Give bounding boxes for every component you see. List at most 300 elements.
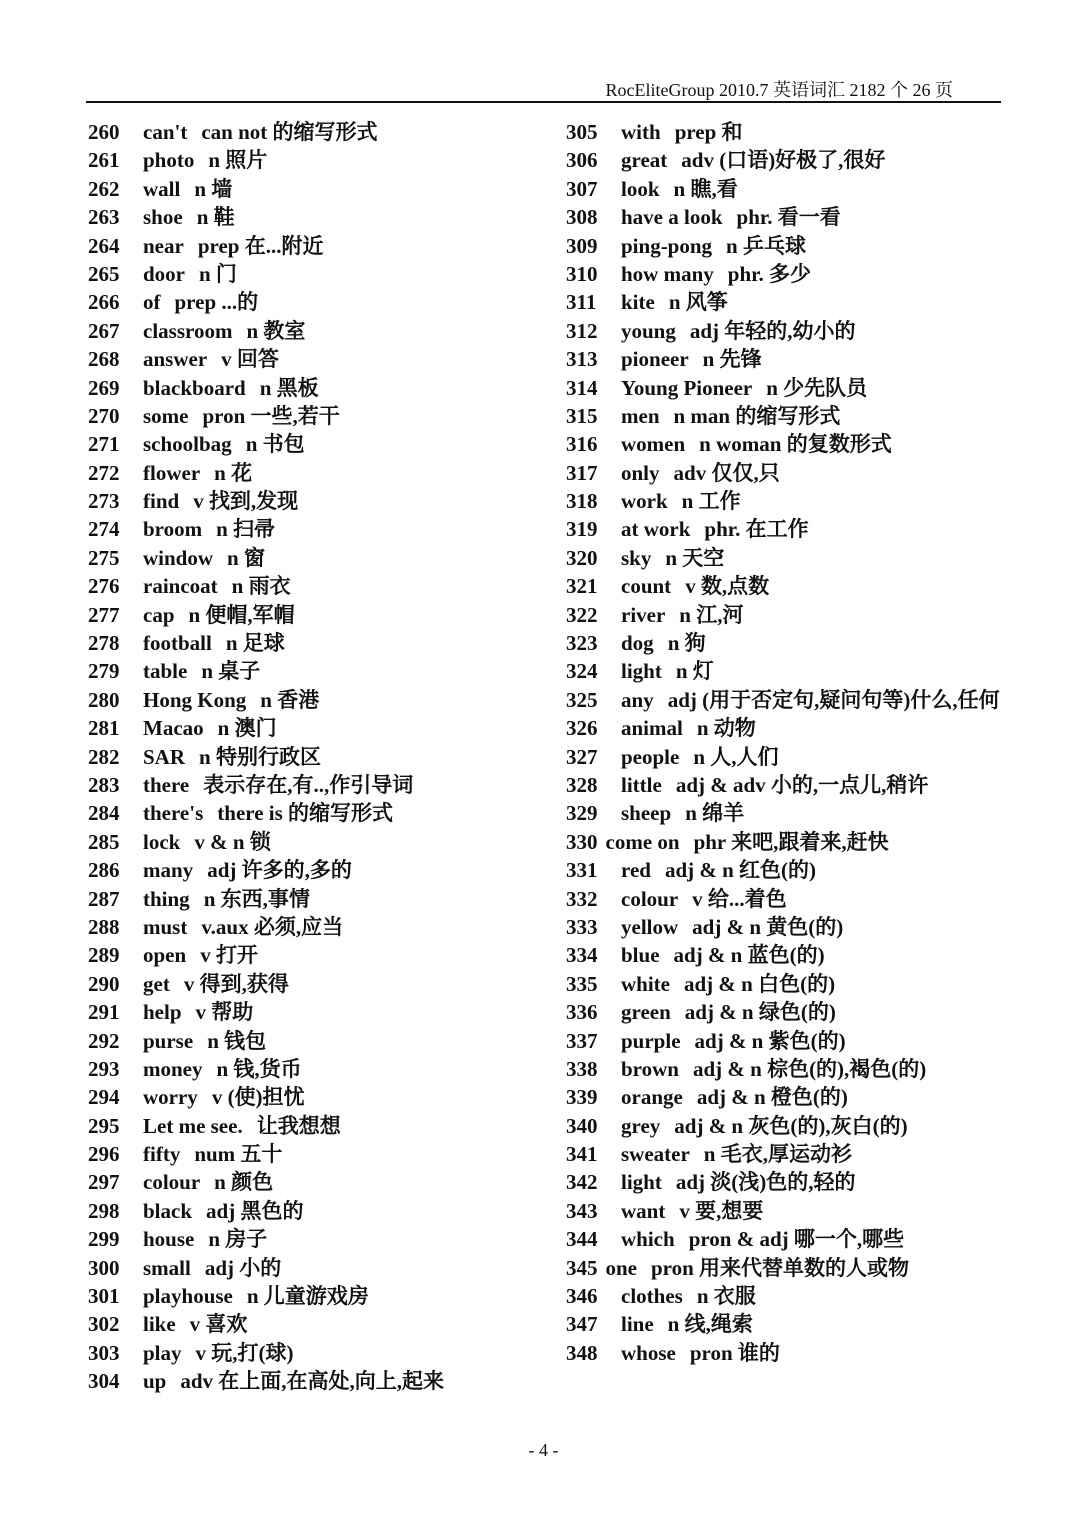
entry-word: women: [621, 432, 686, 457]
entry-number: 294: [88, 1085, 120, 1110]
entry-word: window: [143, 545, 214, 570]
entry-number: 287: [88, 886, 120, 911]
vocab-entry: [88, 146, 528, 174]
entry-definition: n 鞋: [196, 205, 235, 230]
entry-number: 290: [88, 971, 120, 996]
entry-word: young: [621, 318, 676, 343]
entry-number: 329: [566, 801, 598, 826]
entry-number: 260: [88, 120, 120, 144]
entry-definition: adj & n 棕色(的),褐色(的): [692, 1056, 927, 1081]
entry-number: 315: [566, 403, 598, 428]
entry-number: 285: [88, 829, 120, 854]
entry-number: 340: [566, 1113, 598, 1138]
entry-number: 292: [88, 1028, 120, 1053]
entry-number: 314: [566, 375, 598, 400]
vocab-entry: [566, 799, 1006, 827]
entry-word: SAR: [143, 744, 186, 769]
entry-definition: v 打开: [200, 943, 258, 968]
vocab-entry: [566, 1055, 1006, 1083]
entry-number: 338: [566, 1056, 598, 1081]
entry-definition: adj & n 白色(的): [684, 971, 836, 996]
entry-definition: n 先锋: [702, 347, 762, 372]
entry-word: grey: [621, 1113, 661, 1138]
vocab-entry: [88, 913, 528, 941]
entry-definition: adj & n 红色(的): [664, 858, 817, 883]
entry-word: men: [621, 403, 660, 428]
entry-definition: n 澳门: [217, 716, 277, 741]
entry-word: colour: [621, 886, 679, 911]
entry-definition: n 香港: [260, 687, 320, 712]
entry-word: house: [143, 1227, 195, 1252]
entry-word: green: [621, 1000, 671, 1025]
entry-definition: adj & adv 小的,一点儿,稍许: [675, 773, 929, 797]
entry-definition: pron 一些,若干: [202, 403, 340, 428]
vocab-entry: [566, 203, 1006, 231]
vocab-entry: [88, 317, 528, 345]
entry-number: 262: [88, 176, 120, 201]
entry-number: 288: [88, 914, 120, 939]
entry-definition: n 钱包: [207, 1028, 267, 1053]
vocab-entry: [566, 572, 1006, 600]
page-number: - 4 -: [528, 1440, 559, 1460]
vocab-entry: [88, 374, 528, 402]
entry-number: 307: [566, 176, 598, 201]
vocab-entry: [88, 1083, 528, 1111]
entry-definition: n 桌子: [201, 659, 261, 684]
entry-definition: prep ...的: [174, 290, 259, 315]
entry-number: 331: [566, 858, 598, 883]
vocab-entry: [566, 998, 1006, 1026]
vocab-entry: [566, 146, 1006, 174]
entry-number: 280: [88, 687, 120, 712]
entry-number: 299: [88, 1227, 120, 1252]
entry-definition: adj 黑色的: [206, 1198, 304, 1223]
entry-word: thing: [143, 886, 190, 911]
vocab-entry: [88, 998, 528, 1026]
entry-definition: phr. 多少: [727, 261, 812, 286]
entry-number: 317: [566, 460, 598, 485]
entry-number: 278: [88, 631, 120, 656]
entry-definition: n 墙: [194, 176, 233, 201]
entry-word: purple: [621, 1028, 681, 1053]
entry-definition: v 帮助: [195, 1000, 254, 1025]
entry-number: 332: [566, 886, 598, 911]
entry-definition: 让我想想: [256, 1113, 341, 1138]
entry-definition: v.aux 必须,应当: [201, 914, 344, 939]
vocab-entry: [88, 544, 528, 572]
entry-number: 321: [566, 574, 598, 599]
vocab-entry: [88, 1310, 528, 1338]
entry-definition: n 人,人们: [693, 744, 779, 769]
vocab-entry: [88, 459, 528, 487]
entry-number: 302: [88, 1312, 120, 1337]
entry-number: 298: [88, 1198, 120, 1223]
vocab-entry: [566, 317, 1006, 345]
entry-number: 296: [88, 1142, 120, 1167]
entry-word: must: [143, 914, 188, 939]
entry-number: 264: [88, 233, 120, 258]
vocab-entry: [88, 629, 528, 657]
entry-definition: adj 小的: [204, 1255, 282, 1280]
entry-definition: v 找到,发现: [193, 489, 299, 514]
entry-definition: adj & n 蓝色(的): [673, 943, 825, 968]
entry-definition: n 雨衣: [231, 574, 291, 599]
vocab-entry: [566, 487, 1006, 515]
vocab-entry: [566, 345, 1006, 373]
entry-word: broom: [143, 517, 203, 542]
entry-definition: adv 在上面,在高处,向上,起来: [180, 1369, 445, 1394]
entry-definition: adv 仅仅,只: [673, 460, 780, 485]
entry-definition: n woman 的复数形式: [699, 432, 892, 457]
entry-number: 273: [88, 489, 120, 514]
entry-definition: n 窗: [227, 545, 265, 570]
vocab-entry: [88, 1112, 528, 1140]
entry-word: light: [621, 659, 662, 684]
entry-number: 269: [88, 375, 120, 400]
vocab-entry: [88, 402, 528, 430]
vocab-entry: [88, 799, 528, 827]
entry-definition: phr. 在工作: [704, 517, 809, 542]
entry-word: people: [621, 744, 680, 769]
entry-number: 282: [88, 744, 120, 769]
entry-word: answer: [143, 347, 208, 372]
vocab-entry: [88, 572, 528, 600]
vocab-entry: [566, 970, 1006, 998]
vocab-entry: [566, 885, 1006, 913]
entry-word: up: [143, 1369, 167, 1394]
vocab-entry: [88, 601, 528, 629]
entry-number: 330: [566, 829, 598, 854]
vocab-entry: [88, 743, 528, 771]
vocab-entry: [566, 1112, 1006, 1140]
entry-word: at work: [621, 517, 691, 542]
entry-definition: adj & n 灰色(的),灰白(的): [674, 1113, 908, 1138]
entry-definition: n 扫帚: [216, 517, 276, 542]
vocab-entry: [566, 1197, 1006, 1225]
entry-definition: v 给...着色: [692, 886, 787, 911]
entry-definition: 表示存在,有..,作引导词: [203, 772, 414, 797]
entry-word: many: [143, 858, 194, 883]
entry-word: little: [621, 773, 662, 797]
entry-definition: n man 的缩写形式: [673, 403, 841, 428]
entry-definition: v 玩,打(球): [195, 1340, 294, 1365]
vocab-entry: [566, 1168, 1006, 1196]
entry-definition: phr 来吧,跟着来,赶快: [693, 829, 889, 854]
vocab-entry: [88, 970, 528, 998]
entry-definition: adj 淡(浅)色的,轻的: [675, 1170, 856, 1195]
entry-word: cap: [143, 602, 175, 627]
vocab-entry: [88, 1197, 528, 1225]
entry-definition: n 花: [214, 460, 253, 485]
entry-definition: n 风筝: [668, 290, 728, 315]
entry-definition: there is 的缩写形式: [217, 801, 394, 826]
entry-definition: n 特别行政区: [199, 744, 321, 769]
entry-word: lock: [143, 829, 181, 854]
entry-number: 286: [88, 858, 120, 883]
entry-number: 341: [566, 1142, 598, 1167]
vocab-entry: [88, 118, 528, 146]
entry-number: 344: [566, 1227, 598, 1252]
entry-number: 308: [566, 205, 598, 230]
vocab-entry: [566, 657, 1006, 685]
entry-number: 281: [88, 716, 120, 741]
entry-definition: n 儿童游戏房: [246, 1284, 369, 1309]
entry-definition: n 狗: [667, 631, 706, 656]
entry-number: 337: [566, 1028, 598, 1053]
vocab-entry: [566, 601, 1006, 629]
entry-word: have a look: [621, 205, 723, 230]
entry-definition: v 数,点数: [685, 574, 770, 599]
entry-word: schoolbag: [143, 432, 232, 457]
entry-definition: n 乒乓球: [726, 233, 806, 258]
entry-definition: adj 年轻的,幼小的: [689, 318, 856, 343]
entry-definition: adj 许多的,多的: [207, 858, 352, 883]
entry-word: Young Pioneer: [621, 375, 753, 400]
entry-word: look: [621, 176, 660, 201]
vocab-entry: [88, 232, 528, 260]
entry-word: open: [143, 943, 187, 968]
entry-number: 325: [566, 687, 598, 712]
entry-definition: n 线,绳索: [667, 1312, 753, 1337]
vocab-entry: [566, 374, 1006, 402]
entry-word: line: [621, 1312, 654, 1337]
entry-number: 322: [566, 602, 598, 627]
entry-number: 309: [566, 233, 598, 258]
entry-definition: adj & n 绿色(的): [684, 1000, 836, 1025]
entry-word: get: [143, 971, 170, 996]
entry-definition: n 钱,货币: [216, 1056, 302, 1081]
entry-word: wall: [143, 176, 181, 201]
entry-word: fifty: [143, 1142, 181, 1167]
entry-number: 324: [566, 659, 598, 684]
vocab-entry: [566, 1027, 1006, 1055]
entry-word: dog: [621, 631, 654, 656]
entry-definition: n 江,河: [679, 602, 744, 627]
entry-number: 276: [88, 574, 120, 599]
entry-number: 328: [566, 773, 598, 797]
vocab-entry: [88, 1367, 528, 1395]
entry-word: of: [143, 290, 161, 315]
entry-number: 312: [566, 318, 598, 343]
vocab-entry: [566, 232, 1006, 260]
entry-word: yellow: [621, 914, 679, 939]
entry-definition: adj & n 橙色(的): [696, 1085, 848, 1110]
vocab-entry: [566, 771, 1006, 799]
entry-word: worry: [143, 1085, 198, 1110]
vocab-entry: [566, 913, 1006, 941]
entry-number: 345: [566, 1255, 598, 1280]
entry-number: 347: [566, 1312, 598, 1337]
entry-definition: v 回答: [221, 347, 279, 372]
header-text: RocEliteGroup 2010.7 英语词汇 2182 个 26 页: [605, 80, 953, 100]
entry-definition: adv (口语)好极了,很好: [681, 148, 886, 173]
vocab-entry: [88, 1027, 528, 1055]
entry-definition: n 灯: [675, 659, 714, 684]
entry-definition: n 工作: [681, 489, 741, 514]
vocab-entry: [88, 203, 528, 231]
entry-word: sheep: [621, 801, 672, 826]
vocab-entry: [566, 260, 1006, 288]
entry-definition: can not 的缩写形式: [201, 120, 378, 144]
vocab-entry: [566, 1339, 1006, 1367]
entry-definition: v 喜欢: [189, 1312, 248, 1337]
entry-definition: n 便帽,军帽: [188, 602, 295, 627]
entry-word: photo: [143, 148, 195, 173]
entry-word: help: [143, 1000, 182, 1025]
entry-word: there's: [143, 801, 204, 826]
entry-word: Macao: [143, 716, 204, 741]
vocab-entry: [566, 1225, 1006, 1253]
entry-word: table: [143, 659, 188, 684]
page-header: [86, 74, 1001, 103]
vocab-entry: [88, 856, 528, 884]
entry-number: 342: [566, 1170, 598, 1195]
entry-definition: prep 和: [674, 120, 743, 144]
entry-number: 313: [566, 347, 598, 372]
entry-word: shoe: [143, 205, 183, 230]
vocab-entry: [566, 544, 1006, 572]
entry-definition: num 五十: [194, 1142, 283, 1167]
entry-word: only: [621, 460, 660, 485]
entry-word: purse: [143, 1028, 194, 1053]
entry-definition: n 颜色: [214, 1170, 274, 1195]
entry-word: door: [143, 261, 185, 286]
vocab-column-right: [566, 118, 1006, 1367]
vocab-entry: [566, 1083, 1006, 1111]
vocab-entry: [88, 175, 528, 203]
entry-word: pioneer: [621, 347, 689, 372]
vocab-entry: [566, 714, 1006, 742]
entry-number: 283: [88, 772, 120, 797]
entry-number: 274: [88, 517, 120, 542]
entry-definition: n 东西,事情: [203, 886, 310, 911]
vocab-entry: [88, 288, 528, 316]
entry-number: 277: [88, 602, 120, 627]
vocab-entry: [566, 1282, 1006, 1310]
entry-number: 334: [566, 943, 598, 968]
entry-word: can't: [143, 120, 188, 144]
entry-definition: adj & n 紫色(的): [694, 1028, 846, 1053]
vocab-entry: [566, 1140, 1006, 1168]
entry-number: 267: [88, 318, 120, 343]
entry-word: blue: [621, 943, 660, 968]
entry-definition: n 衣服: [696, 1284, 756, 1309]
entry-word: small: [143, 1255, 191, 1280]
entry-number: 297: [88, 1170, 120, 1195]
entry-definition: n 少先队员: [766, 375, 868, 400]
vocab-entry: [566, 175, 1006, 203]
entry-number: 343: [566, 1198, 598, 1223]
entry-number: 310: [566, 261, 598, 286]
vocab-entry: [88, 828, 528, 856]
entry-definition: n 绵羊: [685, 801, 745, 826]
vocab-entry: [566, 1254, 1006, 1282]
entry-word: near: [143, 233, 184, 258]
vocab-entry: [88, 686, 528, 714]
entry-word: playhouse: [143, 1284, 233, 1309]
entry-number: 319: [566, 517, 598, 542]
vocab-entry: [88, 345, 528, 373]
vocab-entry: [566, 828, 1006, 856]
entry-word: flower: [143, 460, 201, 485]
vocab-entry: [566, 1310, 1006, 1338]
entry-number: 289: [88, 943, 120, 968]
entry-number: 306: [566, 148, 598, 173]
vocab-entry: [88, 885, 528, 913]
vocab-entry: [566, 402, 1006, 430]
vocab-entry: [88, 1339, 528, 1367]
entry-word: river: [621, 602, 666, 627]
vocab-entry: [566, 118, 1006, 146]
entry-definition: pron & adj 哪一个,哪些: [688, 1227, 905, 1252]
entry-word: want: [621, 1198, 666, 1223]
entry-definition: n 瞧,看: [673, 176, 738, 201]
entry-word: great: [621, 148, 668, 173]
entry-number: 339: [566, 1085, 598, 1110]
vocab-entry: [88, 1254, 528, 1282]
entry-word: sky: [621, 545, 652, 570]
vocab-entry: [566, 430, 1006, 458]
entry-number: 348: [566, 1340, 598, 1365]
entry-word: colour: [143, 1170, 201, 1195]
vocab-entry: [88, 1055, 528, 1083]
entry-number: 305: [566, 120, 598, 144]
entry-number: 295: [88, 1113, 120, 1138]
entry-number: 323: [566, 631, 598, 656]
entry-number: 304: [88, 1369, 120, 1394]
entry-number: 279: [88, 659, 120, 684]
vocab-entry: [566, 856, 1006, 884]
entry-word: kite: [621, 290, 655, 315]
vocab-entry: [566, 629, 1006, 657]
entry-definition: n 足球: [225, 631, 285, 656]
entry-word: Let me see.: [143, 1113, 243, 1138]
vocab-entry: [566, 288, 1006, 316]
entry-word: Hong Kong: [143, 687, 247, 712]
entry-definition: n 照片: [208, 148, 268, 173]
vocab-entry: [88, 1282, 528, 1310]
entry-number: 261: [88, 148, 120, 173]
entry-number: 333: [566, 914, 598, 939]
vocab-entry: [88, 1168, 528, 1196]
entry-word: raincoat: [143, 574, 218, 599]
entry-number: 266: [88, 290, 120, 315]
entry-word: come on: [605, 829, 680, 854]
vocab-entry: [88, 487, 528, 515]
vocab-column-left: [88, 118, 528, 1396]
entry-word: black: [143, 1198, 193, 1223]
entry-number: 284: [88, 801, 120, 826]
entry-definition: pron 谁的: [689, 1340, 780, 1365]
entry-number: 320: [566, 545, 598, 570]
entry-word: there: [143, 772, 190, 797]
vocab-entry: [88, 260, 528, 288]
entry-word: which: [621, 1227, 675, 1252]
entry-definition: n 动物: [696, 716, 756, 741]
entry-word: clothes: [621, 1284, 683, 1309]
vocab-entry: [88, 657, 528, 685]
entry-word: some: [143, 403, 189, 428]
entry-word: sweater: [621, 1142, 690, 1167]
entry-number: 327: [566, 744, 598, 769]
entry-word: with: [621, 120, 661, 144]
entry-word: brown: [621, 1056, 679, 1081]
entry-number: 265: [88, 261, 120, 286]
vocab-entry: [566, 941, 1006, 969]
entry-definition: prep 在...附近: [197, 233, 324, 258]
entry-number: 316: [566, 432, 598, 457]
entry-word: any: [621, 687, 654, 712]
